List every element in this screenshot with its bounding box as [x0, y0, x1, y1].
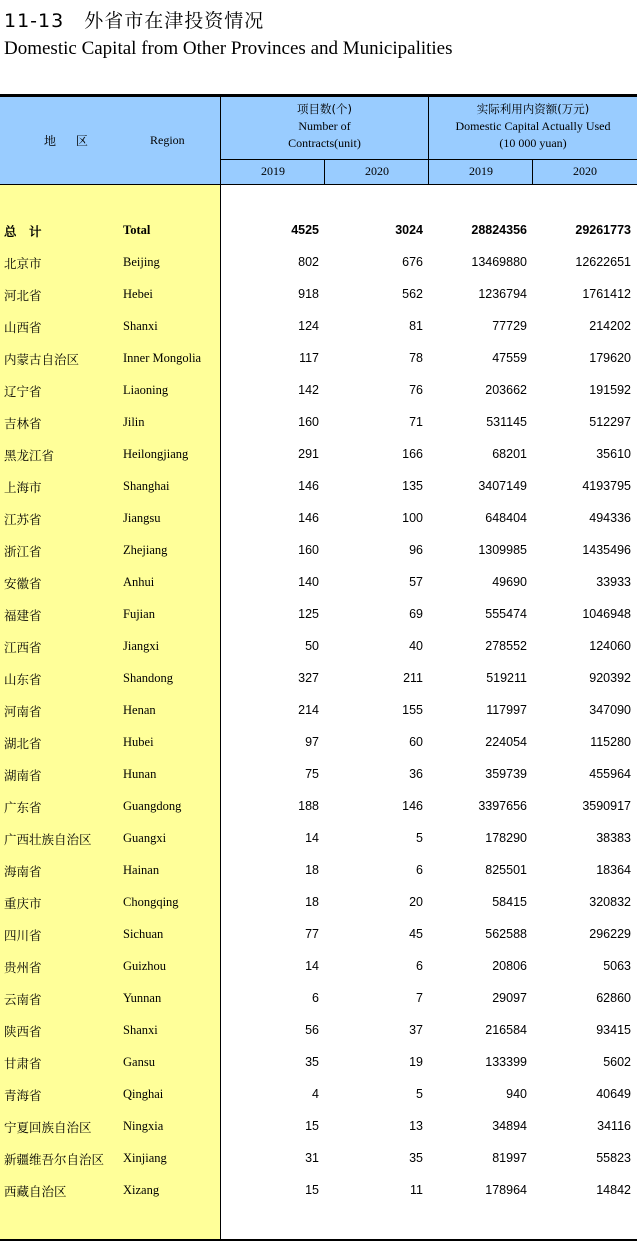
header-rule [220, 159, 637, 160]
contracts-2019: 327 [298, 671, 319, 685]
table-row [0, 856, 637, 888]
capital-2020: 455964 [589, 767, 631, 781]
contracts-2019: 31 [305, 1151, 319, 1165]
capital-2019: 133399 [485, 1055, 527, 1069]
region-name-en: Shandong [123, 671, 173, 685]
contracts-2020: 76 [409, 383, 423, 397]
region-name-cn: 甘肃省 [4, 1056, 42, 1071]
region-name-cn: 北京市 [4, 256, 42, 271]
region-name-en: Shanghai [123, 479, 170, 493]
contracts-2020: 5 [416, 831, 423, 845]
table-row [0, 664, 637, 696]
capital-2020: 35610 [596, 447, 631, 461]
capital-2019: 178964 [485, 1183, 527, 1197]
capital-2020: 3590917 [582, 799, 631, 813]
table-row [0, 888, 637, 920]
region-name-en: Henan [123, 703, 156, 717]
capital-2019: 81997 [492, 1151, 527, 1165]
header-year: 2019 [469, 164, 493, 178]
contracts-2020: 19 [409, 1055, 423, 1069]
region-name-cn: 河北省 [4, 288, 42, 303]
contracts-2019: 18 [305, 863, 319, 877]
contracts-2019: 4 [312, 1087, 319, 1101]
capital-2020: 115280 [590, 735, 631, 749]
table-row [0, 568, 637, 600]
contracts-2020: 5 [416, 1087, 423, 1101]
contracts-2019: 188 [298, 799, 319, 813]
contracts-2020: 166 [402, 447, 423, 461]
contracts-2020: 78 [409, 351, 423, 365]
region-name-en: Beijing [123, 255, 160, 269]
contracts-2020: 6 [416, 959, 423, 973]
capital-2019: 825501 [485, 863, 527, 877]
capital-2020: 29261773 [575, 223, 631, 237]
region-name-en: Xinjiang [123, 1151, 167, 1165]
region-name-en: Jiangxi [123, 639, 160, 653]
table-row [0, 344, 637, 376]
contracts-2019: 56 [305, 1023, 319, 1037]
region-name-en: Shanxi [123, 319, 158, 333]
region-name-en: Zhejiang [123, 543, 168, 557]
table-row [0, 504, 637, 536]
contracts-2019: 14 [305, 831, 319, 845]
header-region-en: Region [150, 133, 185, 147]
capital-2020: 296229 [589, 927, 631, 941]
capital-2020: 191592 [589, 383, 631, 397]
contracts-2019: 15 [305, 1183, 319, 1197]
table-row [0, 1016, 637, 1048]
region-name-en: Chongqing [123, 895, 179, 909]
region-name-cn: 内蒙古自治区 [4, 352, 80, 367]
region-name-cn: 四川省 [4, 928, 42, 943]
contracts-2019: 50 [305, 639, 319, 653]
capital-2019: 47559 [492, 351, 527, 365]
contracts-2020: 211 [403, 671, 423, 685]
contracts-2019: 160 [298, 543, 319, 557]
contracts-2020: 71 [409, 415, 423, 429]
capital-2020: 920392 [589, 671, 631, 685]
header-capital [429, 101, 637, 152]
capital-2019: 34894 [492, 1119, 527, 1133]
contracts-2020: 36 [409, 767, 423, 781]
contracts-2019: 97 [305, 735, 319, 749]
table-row [0, 376, 637, 408]
contracts-2020: 146 [402, 799, 423, 813]
region-name-en: Shanxi [123, 1023, 158, 1037]
region-name-cn: 福建省 [4, 608, 42, 623]
capital-2020: 320832 [589, 895, 631, 909]
region-name-en: Anhui [123, 575, 155, 589]
capital-2020: 1046948 [582, 607, 631, 621]
contracts-2019: 142 [298, 383, 319, 397]
table-row [0, 472, 637, 504]
contracts-2020: 69 [409, 607, 423, 621]
header-capital-en1: Domestic Capital Actually Used [455, 119, 611, 133]
region-name-cn: 广东省 [4, 800, 42, 815]
table-row [0, 1144, 637, 1176]
table-row [0, 1048, 637, 1080]
contracts-2020: 562 [402, 287, 423, 301]
capital-2019: 178290 [485, 831, 527, 845]
contracts-2020: 11 [410, 1183, 423, 1197]
total-row [0, 216, 637, 248]
contracts-2019: 18 [305, 895, 319, 909]
region-name-cn: 海南省 [4, 864, 42, 879]
contracts-2019: 146 [298, 479, 319, 493]
contracts-2020: 57 [409, 575, 423, 589]
contracts-2019: 291 [298, 447, 319, 461]
contracts-2019: 4525 [291, 223, 319, 237]
capital-2019: 28824356 [471, 223, 527, 237]
region-name-cn: 重庆市 [4, 896, 42, 911]
region-name-en: Ningxia [123, 1119, 164, 1133]
table-row [0, 632, 637, 664]
header-contracts-en1: Number of [298, 119, 351, 133]
contracts-2019: 802 [298, 255, 319, 269]
header-year: 2020 [365, 164, 389, 178]
region-name-cn: 西藏自治区 [4, 1184, 67, 1199]
contracts-2020: 37 [409, 1023, 423, 1037]
region-name-en: Inner Mongolia [123, 351, 202, 365]
contracts-2019: 124 [298, 319, 319, 333]
capital-2019: 29097 [492, 991, 527, 1005]
region-name-cn: 吉林省 [4, 416, 42, 431]
capital-2019: 49690 [492, 575, 527, 589]
region-name-cn: 贵州省 [4, 960, 42, 975]
contracts-2020: 40 [409, 639, 423, 653]
capital-2019: 940 [506, 1087, 527, 1101]
capital-2019: 648404 [485, 511, 527, 525]
header-year: 2020 [573, 164, 597, 178]
header-year: 2019 [261, 164, 285, 178]
capital-2020: 1435496 [582, 543, 631, 557]
region-name-en: Qinghai [123, 1087, 164, 1101]
capital-2020: 38383 [596, 831, 631, 845]
header-region-cn: 地 区 [44, 134, 96, 148]
region-name-en: Xizang [123, 1183, 160, 1197]
capital-2019: 58415 [492, 895, 527, 909]
header-contracts-cn: 项目数(个) [297, 102, 352, 116]
region-name-en: Guangdong [123, 799, 182, 813]
capital-2019: 359739 [485, 767, 527, 781]
table-row [0, 408, 637, 440]
contracts-2019: 75 [305, 767, 319, 781]
capital-2020: 1761412 [582, 287, 631, 301]
table-row [0, 728, 637, 760]
capital-2020: 55823 [596, 1151, 631, 1165]
contracts-2020: 81 [409, 319, 423, 333]
capital-2020: 34116 [597, 1119, 631, 1133]
region-name-cn: 江西省 [4, 640, 42, 655]
table-row [0, 312, 637, 344]
region-name-en: Total [123, 223, 151, 237]
capital-2020: 347090 [589, 703, 631, 717]
table-row [0, 984, 637, 1016]
capital-2020: 179620 [589, 351, 631, 365]
region-name-cn: 江苏省 [4, 512, 42, 527]
capital-2020: 40649 [596, 1087, 631, 1101]
region-name-en: Fujian [123, 607, 155, 621]
region-name-cn: 陕西省 [4, 1024, 42, 1039]
table-row [0, 1112, 637, 1144]
contracts-2020: 155 [402, 703, 423, 717]
contracts-2020: 60 [409, 735, 423, 749]
capital-2019: 203662 [485, 383, 527, 397]
contracts-2020: 7 [416, 991, 423, 1005]
table-top-rule [0, 94, 637, 97]
contracts-2019: 160 [298, 415, 319, 429]
contracts-2019: 140 [298, 575, 319, 589]
contracts-2019: 14 [305, 959, 319, 973]
table-row [0, 696, 637, 728]
region-name-en: Heilongjiang [123, 447, 189, 461]
capital-2019: 3407149 [478, 479, 527, 493]
table-row [0, 536, 637, 568]
region-name-cn: 安徽省 [4, 576, 42, 591]
capital-2020: 12622651 [575, 255, 631, 269]
table-row [0, 1080, 637, 1112]
capital-2019: 519211 [486, 671, 527, 685]
contracts-2019: 125 [298, 607, 319, 621]
table-row [0, 952, 637, 984]
capital-2019: 562588 [485, 927, 527, 941]
contracts-2020: 135 [402, 479, 423, 493]
capital-2019: 68201 [492, 447, 527, 461]
contracts-2020: 6 [416, 863, 423, 877]
table-row [0, 824, 637, 856]
region-name-cn: 总 计 [4, 224, 42, 239]
capital-2019: 1236794 [478, 287, 527, 301]
capital-2020: 214202 [589, 319, 631, 333]
table-row [0, 1176, 637, 1208]
contracts-2020: 96 [409, 543, 423, 557]
header-contracts [221, 101, 428, 152]
contracts-2020: 20 [409, 895, 423, 909]
capital-2020: 62860 [596, 991, 631, 1005]
capital-2019: 1309985 [478, 543, 527, 557]
table-row [0, 280, 637, 312]
table-row [0, 920, 637, 952]
capital-2020: 14842 [596, 1183, 631, 1197]
region-name-cn: 青海省 [4, 1088, 42, 1103]
capital-2020: 5063 [603, 959, 631, 973]
capital-2020: 124060 [589, 639, 631, 653]
contracts-2020: 676 [402, 255, 423, 269]
header-contracts-en2: Contracts(unit) [288, 136, 361, 150]
region-name-en: Hainan [123, 863, 160, 877]
capital-2019: 555474 [485, 607, 527, 621]
contracts-2019: 15 [305, 1119, 319, 1133]
region-name-cn: 浙江省 [4, 544, 42, 559]
region-name-en: Guangxi [123, 831, 167, 845]
region-name-cn: 湖南省 [4, 768, 42, 783]
capital-2020: 93415 [596, 1023, 631, 1037]
region-name-cn: 广西壮族自治区 [4, 832, 92, 847]
capital-2020: 5602 [603, 1055, 631, 1069]
region-name-en: Jiangsu [123, 511, 161, 525]
region-name-cn: 山西省 [4, 320, 42, 335]
header-bottom-rule [0, 184, 637, 185]
contracts-2019: 117 [299, 351, 319, 365]
capital-2019: 3397656 [478, 799, 527, 813]
table-row [0, 600, 637, 632]
contracts-2020: 45 [409, 927, 423, 941]
region-name-cn: 宁夏回族自治区 [4, 1120, 92, 1135]
capital-2019: 224054 [485, 735, 527, 749]
contracts-2020: 35 [409, 1151, 423, 1165]
region-name-en: Guizhou [123, 959, 167, 973]
contracts-2019: 918 [298, 287, 319, 301]
contracts-2019: 6 [312, 991, 319, 1005]
contracts-2019: 214 [298, 703, 319, 717]
region-name-en: Hubei [123, 735, 154, 749]
contracts-2020: 100 [402, 511, 423, 525]
region-name-en: Hebei [123, 287, 153, 301]
capital-2019: 20806 [492, 959, 527, 973]
contracts-2019: 77 [305, 927, 319, 941]
capital-2019: 13469880 [471, 255, 527, 269]
region-name-en: Liaoning [123, 383, 169, 397]
region-name-en: Hunan [123, 767, 157, 781]
contracts-2019: 35 [305, 1055, 319, 1069]
table-row [0, 248, 637, 280]
region-name-cn: 新疆维吾尔自治区 [4, 1152, 105, 1167]
region-name-cn: 上海市 [4, 480, 42, 495]
contracts-2019: 146 [298, 511, 319, 525]
capital-2019: 216584 [485, 1023, 527, 1037]
capital-2019: 117997 [486, 703, 527, 717]
region-name-en: Yunnan [123, 991, 162, 1005]
region-name-en: Gansu [123, 1055, 155, 1069]
region-name-cn: 黑龙江省 [4, 448, 55, 463]
capital-2019: 278552 [485, 639, 527, 653]
header-capital-en2: (10 000 yuan) [499, 136, 567, 150]
header-capital-cn: 实际利用内资额(万元) [476, 102, 590, 116]
region-name-cn: 湖北省 [4, 736, 42, 751]
region-name-cn: 云南省 [4, 992, 42, 1007]
table-row [0, 760, 637, 792]
capital-2020: 494336 [589, 511, 631, 525]
table-row [0, 792, 637, 824]
capital-2020: 512297 [589, 415, 631, 429]
region-name-cn: 山东省 [4, 672, 42, 687]
contracts-2020: 3024 [395, 223, 423, 237]
capital-2019: 77729 [492, 319, 527, 333]
region-name-en: Jilin [123, 415, 145, 429]
capital-2019: 531145 [486, 415, 527, 429]
capital-2020: 4193795 [582, 479, 631, 493]
capital-2020: 18364 [596, 863, 631, 877]
page-title-en: Domestic Capital from Other Provinces and Municipalities [4, 38, 453, 59]
region-name-cn: 辽宁省 [4, 384, 42, 399]
table-row [0, 440, 637, 472]
contracts-2020: 13 [409, 1119, 423, 1133]
page-title-cn: 11-13 外省市在津投资情况 [4, 10, 265, 32]
capital-2020: 33933 [596, 575, 631, 589]
region-name-cn: 河南省 [4, 704, 42, 719]
region-name-en: Sichuan [123, 927, 164, 941]
